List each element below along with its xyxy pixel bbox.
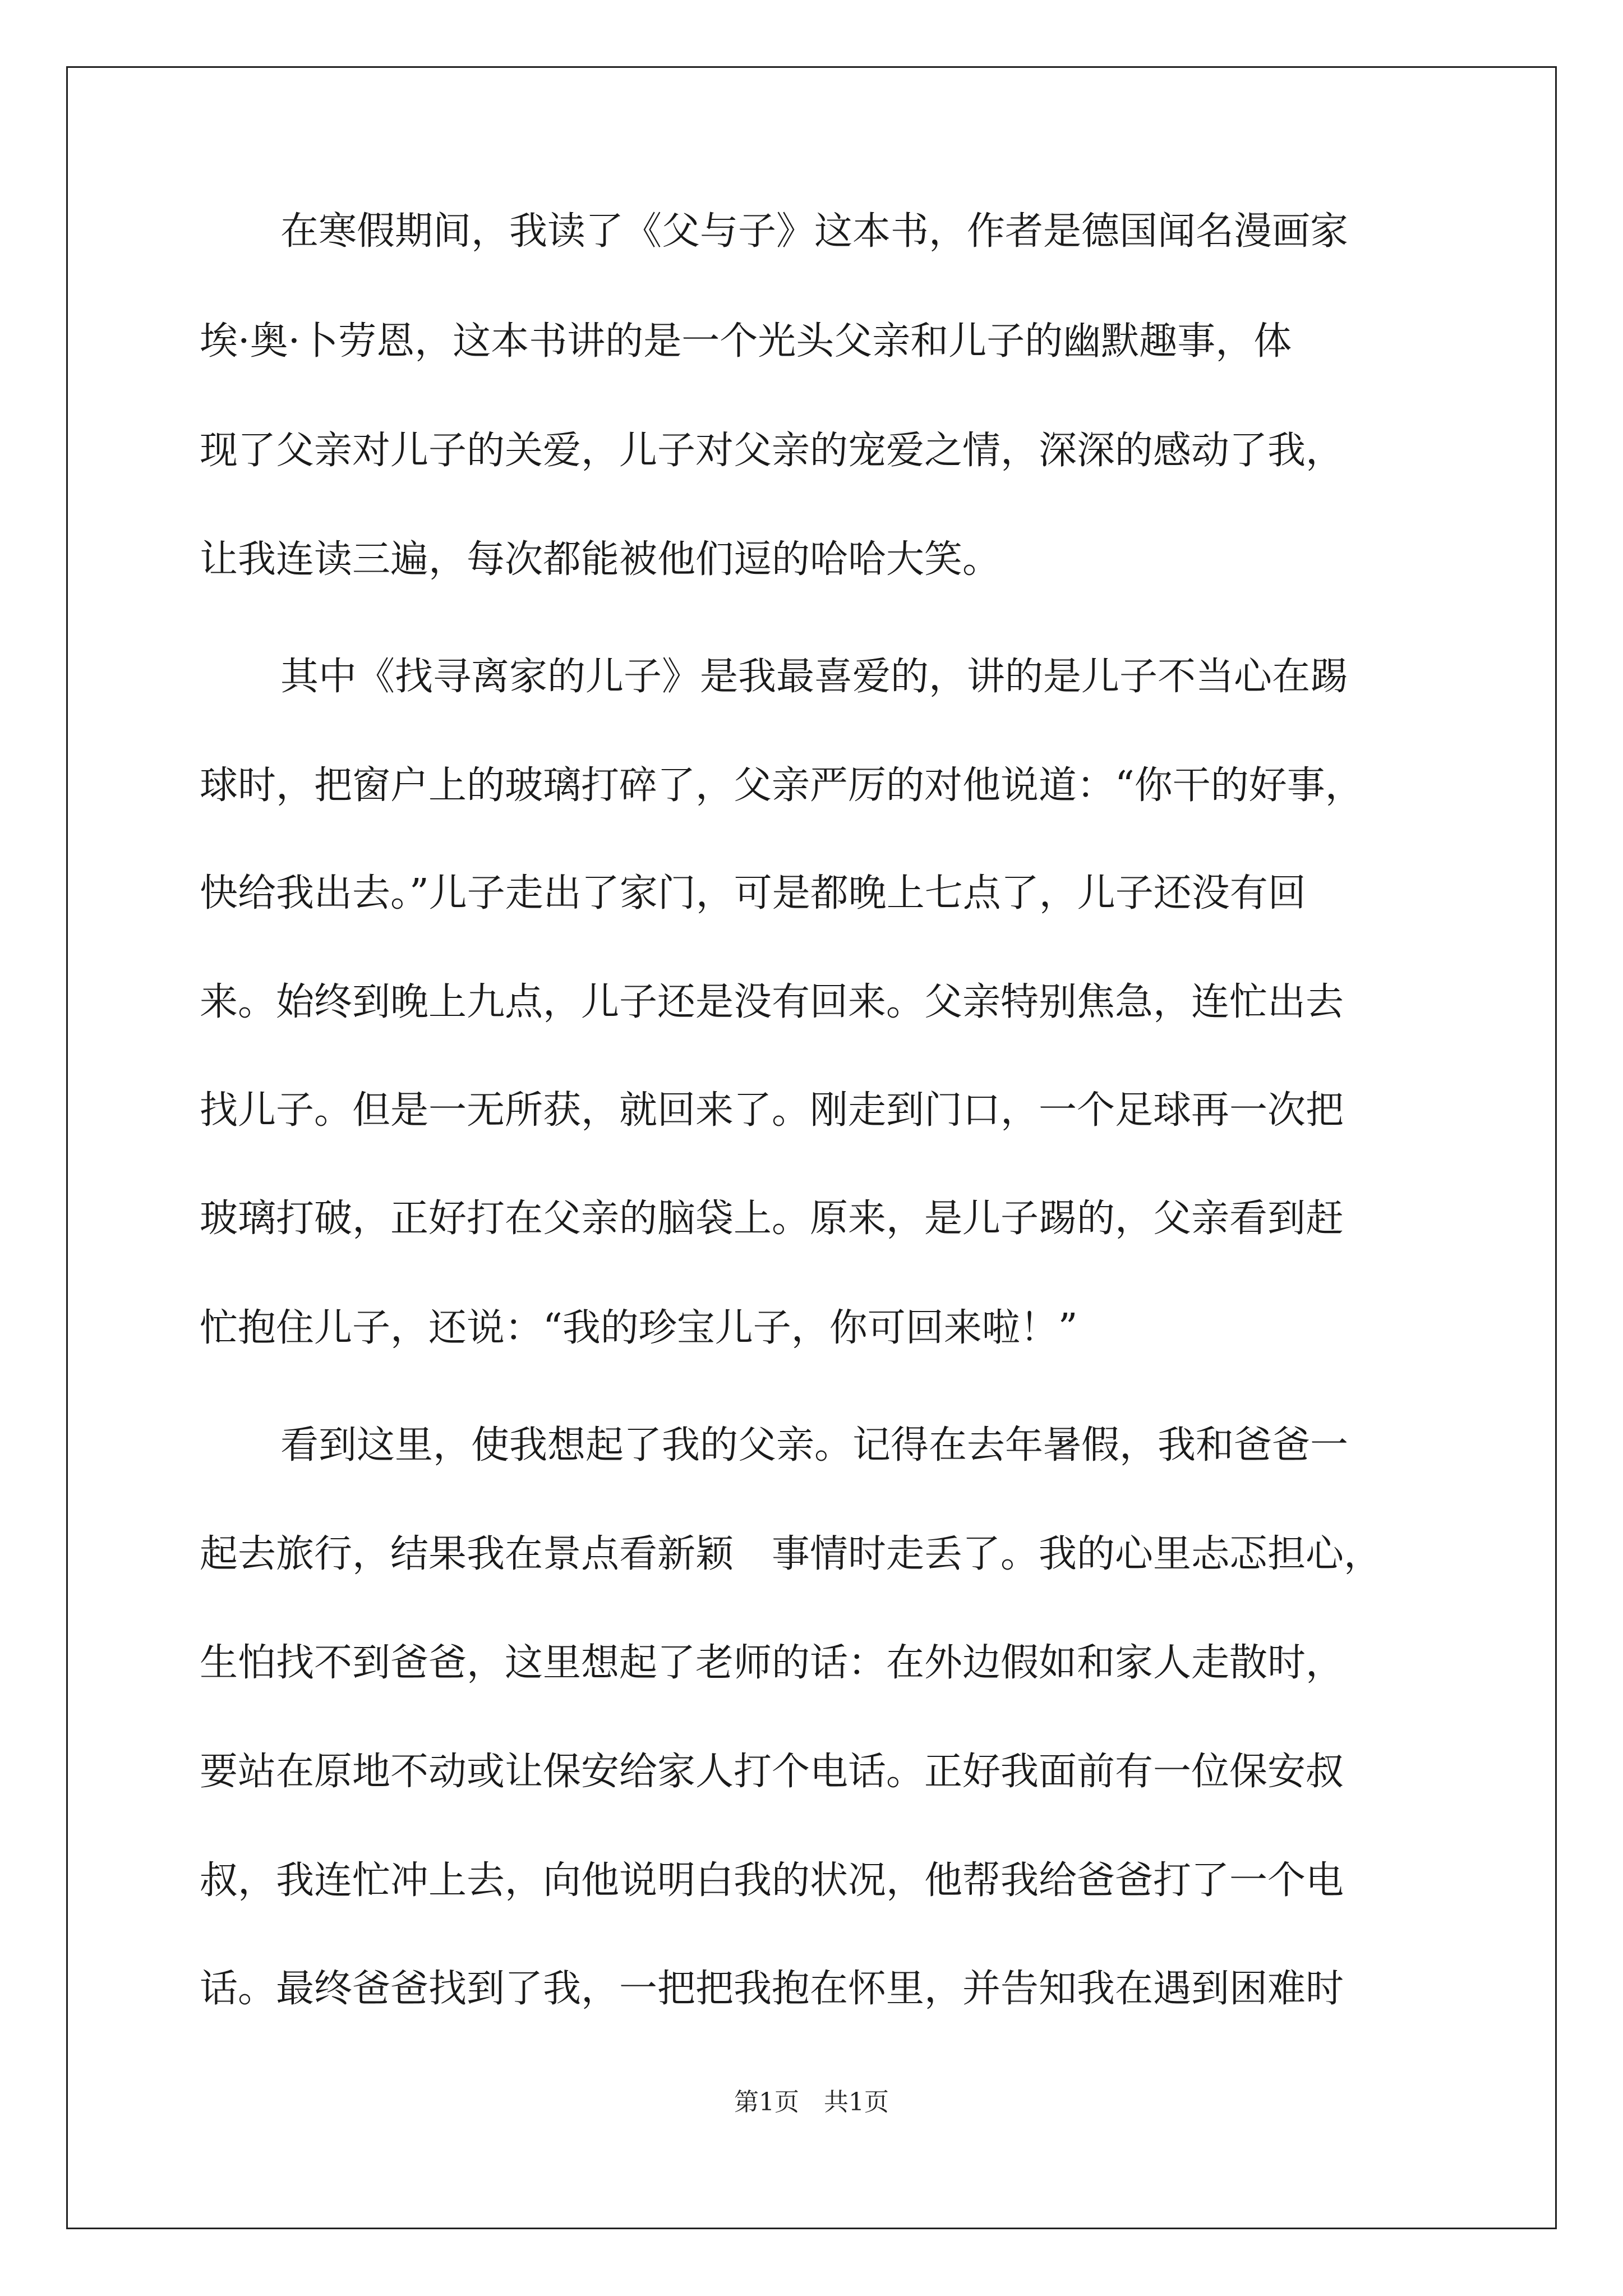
page-number-footer: 第1页 共1页 xyxy=(734,2088,889,2116)
paragraph-3-line-5: 叔，我连忙冲上去，向他说明白我的状况，他帮我给爸爸打了一个电 xyxy=(200,1858,1344,1903)
paragraph-2-line-5: 找儿子。但是一无所获，就回来了。刚走到门口，一个足球再一次把 xyxy=(200,1088,1344,1133)
paragraph-2-line-7: 忙抱住儿子，还说：“我的珍宝儿子，你可回来啦！” xyxy=(200,1306,1078,1350)
paragraph-1-line-3: 现了父亲对儿子的关爱，儿子对父亲的宠爱之情，深深的感动了我， xyxy=(200,429,1344,473)
paragraph-3-line-4: 要站在原地不动或让保安给家人打个电话。正好我面前有一位保安叔 xyxy=(200,1750,1344,1794)
paragraph-2-line-4: 来。始终到晚上九点，儿子还是没有回来。父亲特别焦急，连忙出去 xyxy=(200,980,1344,1024)
paragraph-1-line-1: 在寒假期间，我读了《父与子》这本书，作者是德国闻名漫画家 xyxy=(280,209,1349,254)
paragraph-3-line-2: 起去旅行，结果我在景点看新颖 事情时走丢了。我的心里忐忑担心， xyxy=(200,1532,1382,1576)
paragraph-1-line-2: 埃·奥·卜劳恩，这本书讲的是一个光头父亲和儿子的幽默趣事，体 xyxy=(200,319,1292,364)
paragraph-2-line-6: 玻璃打破，正好打在父亲的脑袋上。原来，是儿子踢的，父亲看到赶 xyxy=(200,1197,1344,1241)
paragraph-3-line-1: 看到这里，使我想起了我的父亲。记得在去年暑假，我和爸爸一 xyxy=(280,1423,1349,1467)
paragraph-2-line-3: 快给我出去。”儿子走出了家门，可是都晚上七点了，儿子还没有回 xyxy=(200,871,1306,915)
paragraph-1-line-4: 让我连读三遍，每次都能被他们逗的哈哈大笑。 xyxy=(200,537,1001,582)
paragraph-3-line-6: 话。最终爸爸找到了我，一把把我抱在怀里，并告知我在遇到困难时 xyxy=(200,1967,1344,2011)
paragraph-2-line-1: 其中《找寻离家的儿子》是我最喜爱的，讲的是儿子不当心在踢 xyxy=(280,655,1349,699)
paragraph-2-line-2: 球时，把窗户上的玻璃打碎了，父亲严厉的对他说道：“你干的好事， xyxy=(200,763,1363,808)
paragraph-3-line-3: 生怕找不到爸爸，这里想起了老师的话：在外边假如和家人走散时， xyxy=(200,1641,1344,1685)
